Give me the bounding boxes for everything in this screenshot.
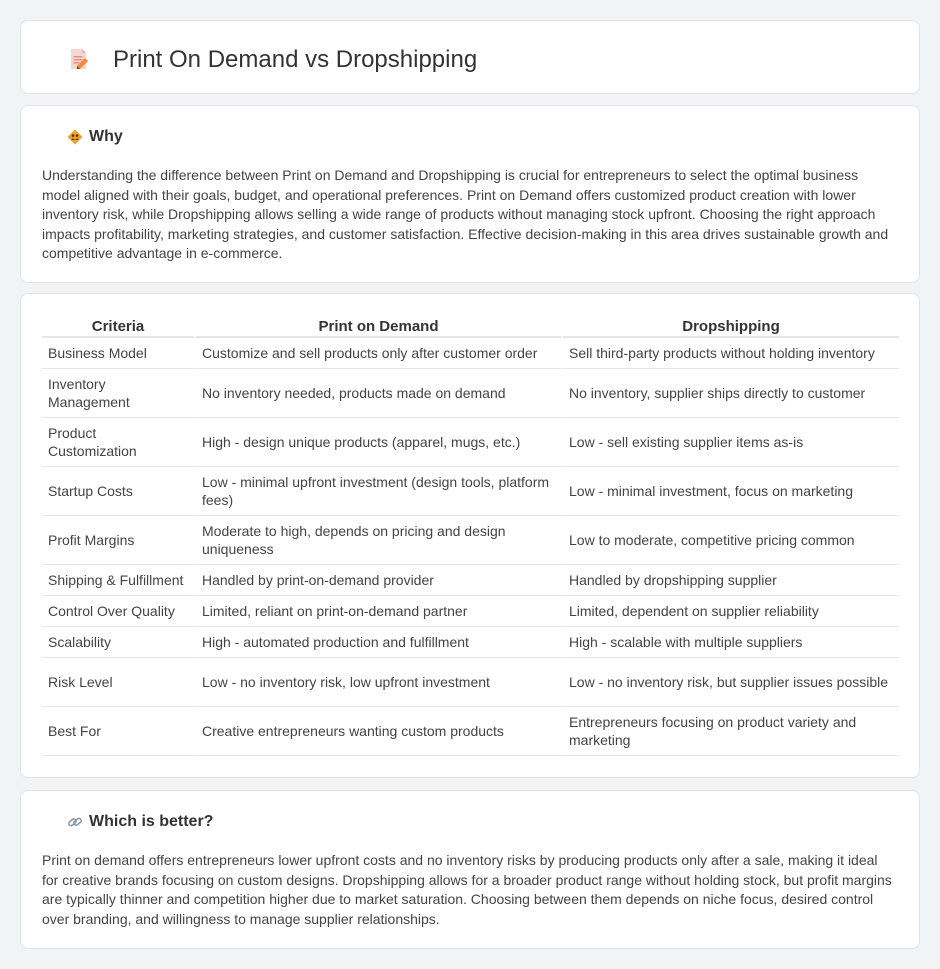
print-on-demand-cell: Low - minimal upfront investment (design tools, platform fees) bbox=[194, 467, 561, 516]
table-row bbox=[42, 627, 899, 658]
criteria-cell: Startup Costs bbox=[42, 467, 194, 516]
dropshipping-cell: Low - no inventory risk, but supplier issues possible bbox=[561, 658, 899, 707]
criteria-cell: Best For bbox=[42, 707, 194, 756]
which-is-better-heading-label: Which is better? bbox=[89, 813, 214, 830]
criteria-cell: Business Model bbox=[42, 338, 194, 369]
why-heading bbox=[67, 128, 123, 146]
diamond-people-icon bbox=[67, 129, 83, 145]
table-row bbox=[42, 707, 899, 756]
dropshipping-cell: Handled by dropshipping supplier bbox=[561, 565, 899, 596]
page-title: Print On Demand vs Dropshipping bbox=[113, 46, 478, 73]
print-on-demand-cell: High - automated production and fulfillment bbox=[194, 627, 561, 658]
why-paragraph: Understanding the difference between Print on Demand and Dropshipping is crucial for entrepreneurs to select the optimal business model aligned with their goals, budget, and operational preferences. Print on Demand offers customized product creation with lower inventory risk, while Dropshipping allows selling a wide range of products without managing stock upfront. Choosing the right approach impacts profitability, marketing strategies, and customer satisfaction. Effective decision-making in this area drives sustainable growth and competitive advantage in e-commerce. bbox=[42, 167, 889, 261]
comparison-table bbox=[42, 316, 899, 756]
print-on-demand-cell: Limited, reliant on print-on-demand partner bbox=[194, 596, 561, 627]
table-row bbox=[42, 596, 899, 627]
comparison-section bbox=[20, 293, 920, 778]
column-header-criteria: Criteria bbox=[42, 316, 194, 338]
dropshipping-cell: Limited, dependent on supplier reliability bbox=[561, 596, 899, 627]
table-row bbox=[42, 516, 899, 565]
print-on-demand-cell: Low - no inventory risk, low upfront investment bbox=[194, 658, 561, 707]
criteria-cell: Profit Margins bbox=[42, 516, 194, 565]
dropshipping-cell: Low - minimal investment, focus on marketing bbox=[561, 467, 899, 516]
criteria-cell: Shipping & Fulfillment bbox=[42, 565, 194, 596]
column-header-dropshipping: Dropshipping bbox=[561, 316, 899, 338]
criteria-cell: Scalability bbox=[42, 627, 194, 658]
which-is-better-paragraph: Print on demand offers entrepreneurs lower upfront costs and no inventory risks by producing products only after a sale, making it ideal for creative brands focusing on custom designs. Dropshipping allows for a broader product range without holding stock, but profit margins are typically thinner and competition higher due to market saturation. Choosing between them depends on niche focus, desired control over branding, and willingness to manage supplier relationships. bbox=[42, 852, 892, 927]
table-header-row bbox=[42, 316, 899, 338]
criteria-cell: Risk Level bbox=[42, 658, 194, 707]
column-header-print-on-demand: Print on Demand bbox=[194, 316, 561, 338]
dropshipping-cell: No inventory, supplier ships directly to customer bbox=[561, 369, 899, 418]
why-section bbox=[20, 105, 920, 283]
table-row bbox=[42, 338, 899, 369]
dropshipping-cell: Low to moderate, competitive pricing common bbox=[561, 516, 899, 565]
criteria-cell: Product Customization bbox=[42, 418, 194, 467]
print-on-demand-cell: Moderate to high, depends on pricing and design uniqueness bbox=[194, 516, 561, 565]
which-is-better-heading bbox=[67, 813, 213, 831]
dropshipping-cell: Entrepreneurs focusing on product variety and marketing bbox=[561, 707, 899, 756]
dropshipping-cell: High - scalable with multiple suppliers bbox=[561, 627, 899, 658]
print-on-demand-cell: Handled by print-on-demand provider bbox=[194, 565, 561, 596]
dropshipping-cell: Sell third-party products without holding inventory bbox=[561, 338, 899, 369]
document-pencil-icon bbox=[67, 47, 91, 71]
table-row bbox=[42, 369, 899, 418]
criteria-cell: Inventory Management bbox=[42, 369, 194, 418]
why-heading-label: Why bbox=[89, 128, 123, 145]
table-row bbox=[42, 418, 899, 467]
dropshipping-cell: Low - sell existing supplier items as-is bbox=[561, 418, 899, 467]
which-is-better-section bbox=[20, 790, 920, 949]
table-row bbox=[42, 467, 899, 516]
title-card bbox=[20, 20, 920, 94]
print-on-demand-cell: Customize and sell products only after customer order bbox=[194, 338, 561, 369]
print-on-demand-cell: No inventory needed, products made on demand bbox=[194, 369, 561, 418]
table-row bbox=[42, 565, 899, 596]
table-row bbox=[42, 658, 899, 707]
link-icon bbox=[67, 814, 83, 830]
print-on-demand-cell: Creative entrepreneurs wanting custom products bbox=[194, 707, 561, 756]
print-on-demand-cell: High - design unique products (apparel, mugs, etc.) bbox=[194, 418, 561, 467]
criteria-cell: Control Over Quality bbox=[42, 596, 194, 627]
